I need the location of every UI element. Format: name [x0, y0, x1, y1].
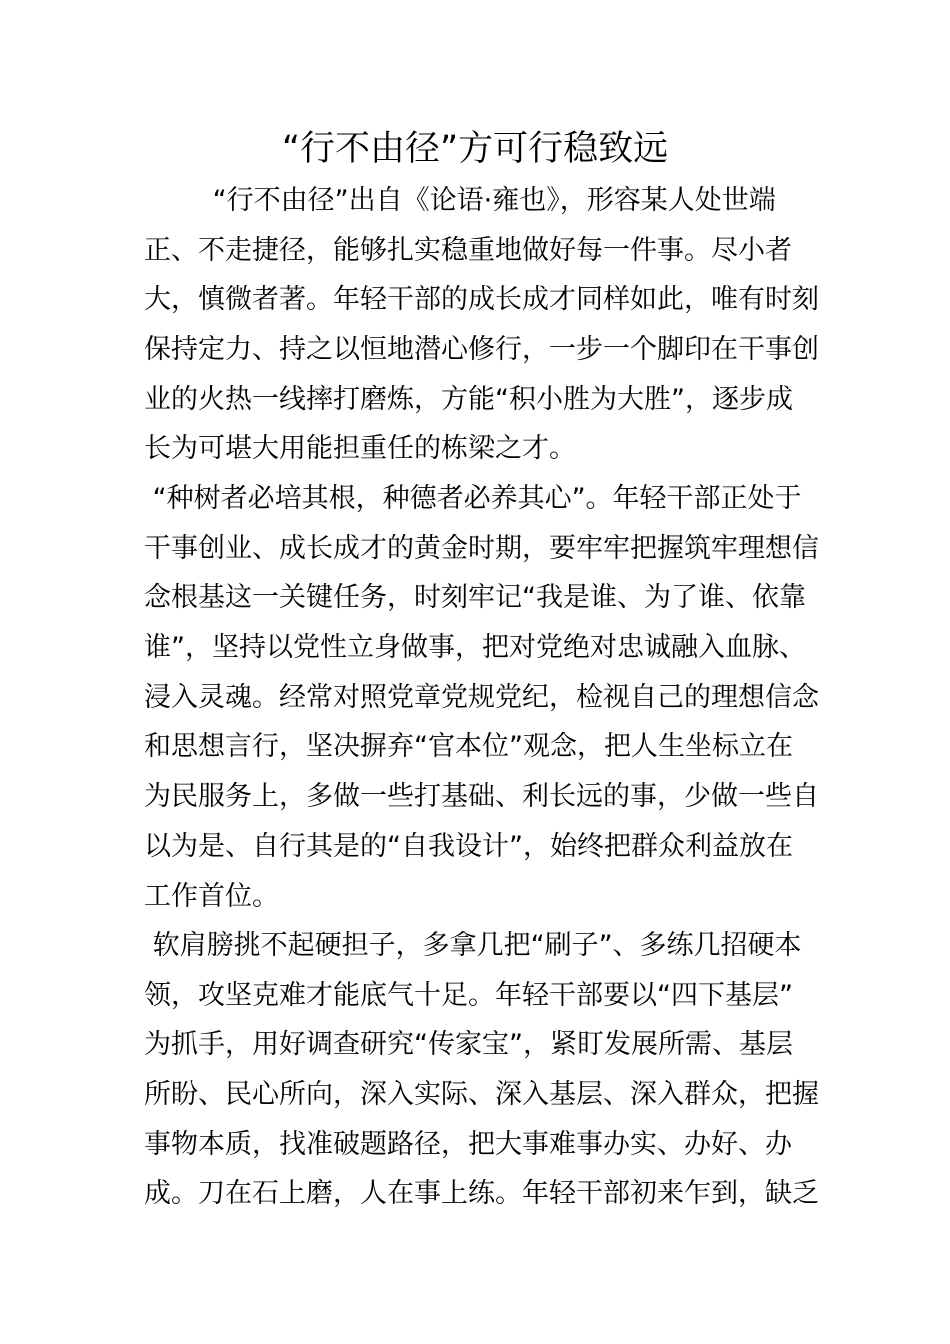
- text-line: 业的火热一线摔打磨炼，方能“积小胜为大胜”，逐步成: [144, 383, 793, 415]
- paragraph-1: [144, 176, 824, 474]
- text-line: 为抓手，用好调查研究“传家宝”，紧盯发展所需、基层: [144, 1029, 793, 1061]
- text-line: 正、不走捷径，能够扎实稳重地做好每一件事。尽小者: [144, 234, 792, 266]
- text-line: 工作首位。: [144, 880, 279, 912]
- text-line: 事物本质，找准破题路径，把大事难事办实、办好、办: [144, 1128, 792, 1160]
- text-line: 和思想言行，坚决摒弃“官本位”观念，把人生坐标立在: [144, 731, 793, 763]
- text-line: 干事创业、成长成才的黄金时期，要牢牢把握筑牢理想信: [144, 532, 819, 564]
- text-line: 长为可堪大用能担重任的栋梁之才。: [144, 433, 576, 465]
- text-line: 念根基这一关键任务，时刻牢记“我是谁、为了谁、依靠: [144, 582, 806, 614]
- text-line: 以为是、自行其是的“自我设计”，始终把群众利益放在: [144, 830, 793, 862]
- text-line: 保持定力、持之以恒地潜心修行，一步一个脚印在干事创: [144, 334, 819, 366]
- text-line: 领，攻坚克难才能底气十足。年轻干部要以“四下基层”: [144, 979, 793, 1011]
- text-line: “种树者必培其根，种德者必养其心”。年轻干部正处于: [144, 483, 802, 514]
- document-title: “行不由径”方可行稳致远: [281, 129, 669, 169]
- text-line: 为民服务上，多做一些打基础、利长远的事，少做一些自: [144, 781, 819, 813]
- text-line: 成。刀在石上磨，人在事上练。年轻干部初来乍到，缺乏: [144, 1178, 819, 1210]
- text-line: “行不由径”出自《论语·雍也》，形容某人处世端: [144, 185, 776, 216]
- text-line: 所盼、民心所向，深入实际、深入基层、深入群众，把握: [144, 1079, 819, 1111]
- text-line: 软肩膀挑不起硬担子，多拿几把“刷子”、多练几招硬本: [144, 930, 802, 961]
- text-line: 谁”，坚持以党性立身做事，把对党绝对忠诚融入血脉、: [144, 632, 806, 664]
- text-line: 大，慎微者著。年轻干部的成长成才同样如此，唯有时刻: [144, 284, 819, 316]
- paragraph-2: [144, 474, 824, 921]
- text-line: 浸入灵魂。经常对照党章党规党纪，检视自己的理想信念: [144, 681, 819, 713]
- paragraph-3: [144, 921, 824, 1219]
